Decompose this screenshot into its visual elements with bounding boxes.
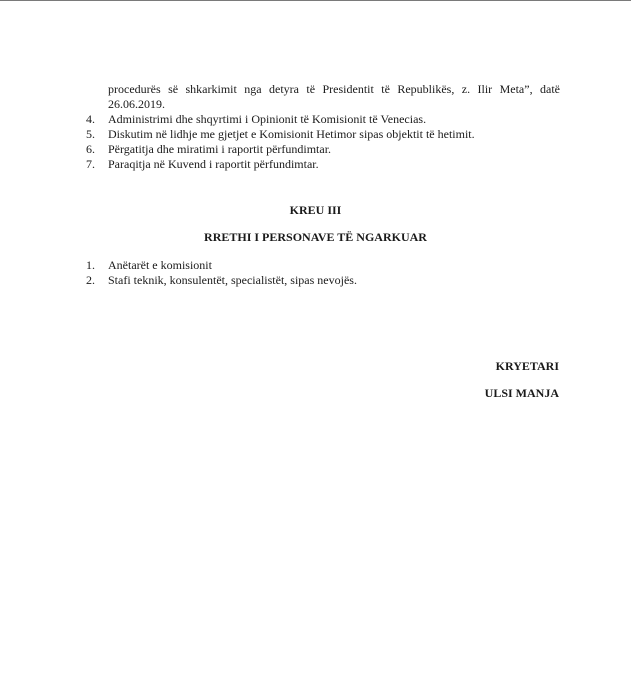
agenda-list (86, 112, 560, 172)
list-item (86, 112, 560, 127)
list-item-text: Diskutim në lidhje me gjetjet e Komisionit Hetimor sipas objektit të hetimit. (108, 127, 475, 141)
list-item-number: 2. (86, 273, 95, 287)
list-item-text: Përgatitja dhe miratimi i raportit përfundimtar. (108, 142, 332, 156)
continuation-line-2: 26.06.2019. (108, 97, 165, 111)
list-item (86, 127, 560, 142)
list-item-text: Administrimi dhe shqyrtimi i Opinionit të Komisionit të Venecias. (108, 112, 427, 126)
list-item (86, 157, 560, 172)
agenda-item-3-continuation (108, 82, 560, 112)
chapter-subtitle: RRETHI I PERSONAVE TË NGARKUAR (204, 230, 427, 244)
list-item-text: Paraqitja në Kuvend i raportit përfundimtar. (108, 157, 319, 171)
list-item-text: Anëtarët e komisionit (108, 258, 212, 272)
list-item (86, 142, 560, 157)
list-item-number: 5. (86, 127, 95, 141)
list-item-text: Stafi teknik, konsulentët, specialistët, sipas nevojës. (108, 273, 357, 287)
list-item-number: 4. (86, 112, 95, 126)
list-item-number: 7. (86, 157, 95, 171)
list-item-number: 1. (86, 258, 95, 272)
signature-role: KRYETARI (495, 359, 559, 373)
chapter-title: KREU III (289, 203, 342, 217)
list-item (86, 273, 560, 288)
persons-list (86, 258, 560, 288)
list-item-number: 6. (86, 142, 95, 156)
continuation-line-1: procedurës së shkarkimit nga detyra të Presidentit të Republikës, z. Ilir Meta”, datë (108, 82, 560, 96)
list-item (86, 258, 560, 273)
signature-name: ULSI MANJA (484, 386, 559, 400)
